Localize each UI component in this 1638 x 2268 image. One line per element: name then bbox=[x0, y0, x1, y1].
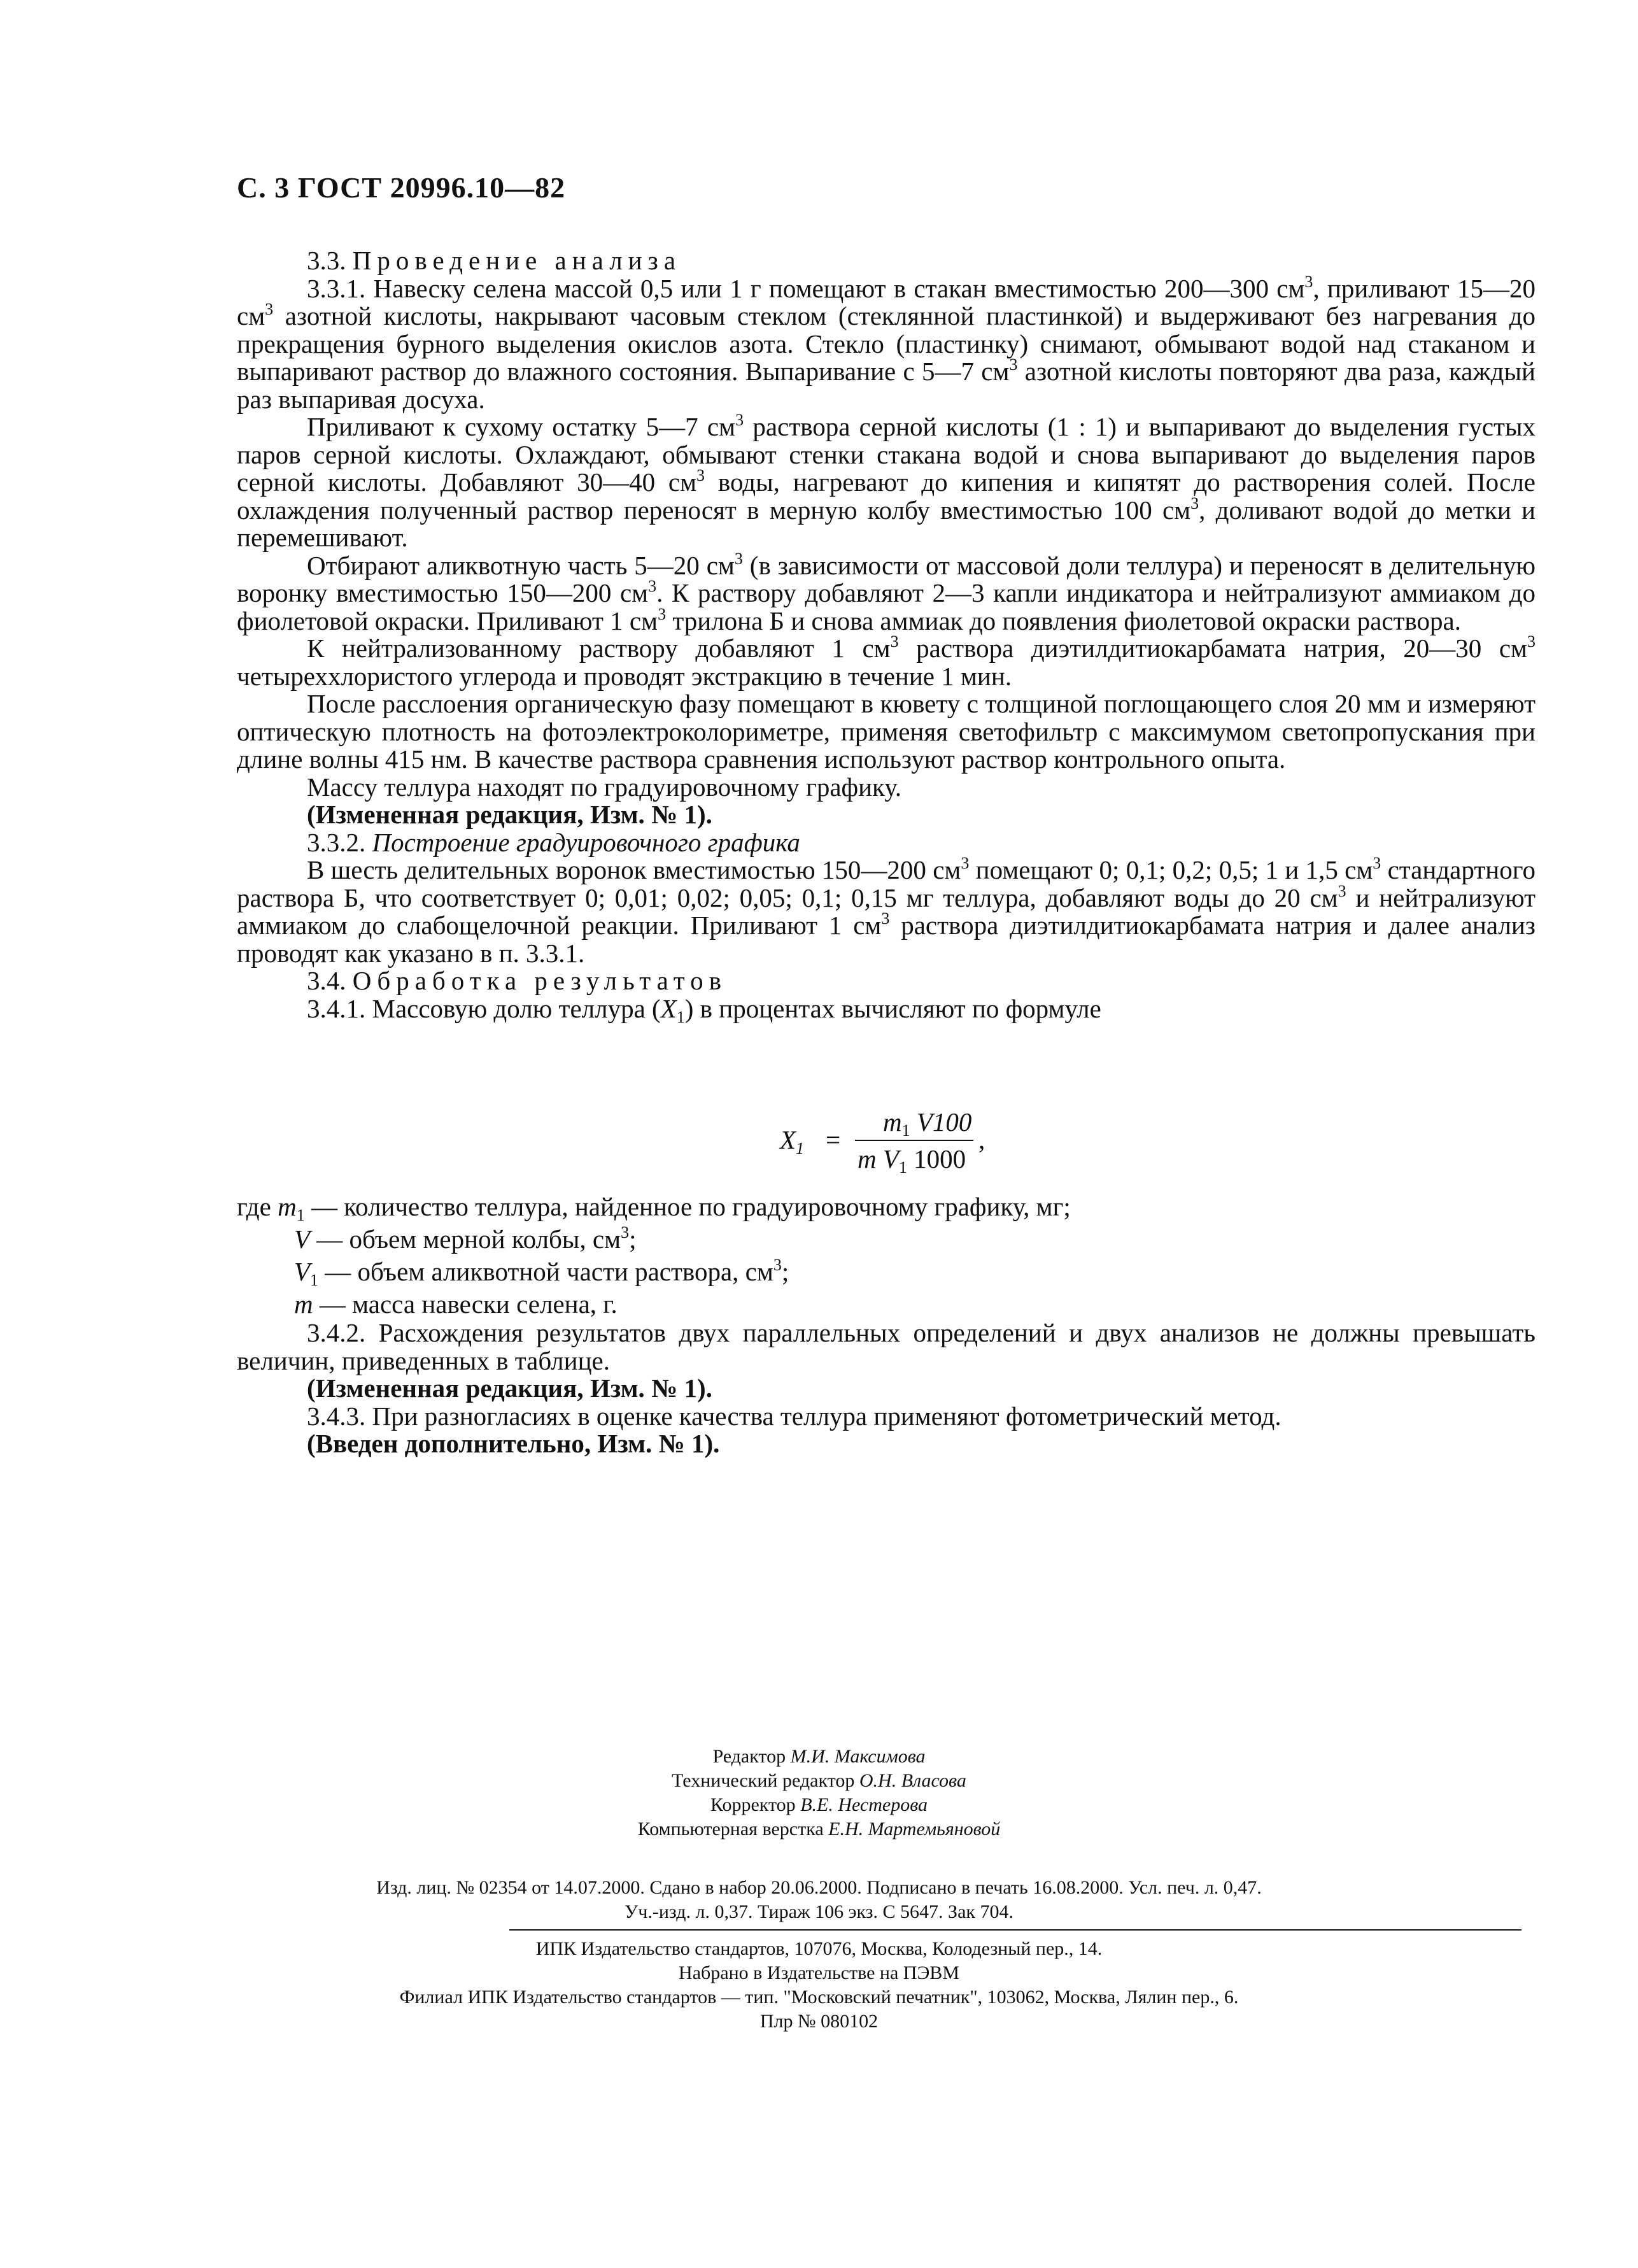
formula: $X_1$ = $m_1$ V100 m $V_1$ 1000 , bbox=[780, 1107, 985, 1177]
formula-denominator: m $V_1$ 1000 bbox=[858, 1144, 966, 1177]
divider bbox=[509, 1929, 1522, 1931]
section-heading bbox=[237, 247, 1536, 275]
subsection-title: Построение градуировочного графика bbox=[372, 827, 800, 857]
paragraph: Отбирают аликвотную часть 5—20 $см^3$ (в зависимости от массовой доли теллура) и переносят в делительную воронку вместимостью 150—200 $см^3$. К раствору добавляют 2—3 капли индикатора и нейтрализуют аммиаком до фиолетовой окраски. Приливают 1 $см^3$ трилона Б и снова аммиак до появления фиолетовой окраски раствора. bbox=[237, 549, 1536, 635]
section-title: Обработка результатов bbox=[352, 966, 728, 995]
amendment-note: (Введен дополнительно, Изм. № 1). bbox=[307, 1429, 720, 1458]
credit-tech-editor: Технический редактор О.Н. Власова bbox=[672, 1770, 966, 1791]
section-heading: 3.4. Обработка результатов bbox=[307, 966, 728, 995]
paragraph-3-4-3: 3.4.3. При разногласиях в оценке качества теллура применяют фотометрический метод. bbox=[307, 1401, 1281, 1431]
page-header: С. 3 ГОСТ 20996.10—82 bbox=[237, 171, 566, 204]
formula-legend bbox=[237, 1191, 1536, 1321]
paragraph: После расслоения органическую фазу помещают в кювету с толщиной поглощающего слоя 20 мм и измеряют оптическую плотность на фотоэлектроколориметре, применяя светофильтр с максимумом светопропускания при длине волны 415 нм. В качестве раствора сравнения используют раствор контрольного опыта. bbox=[237, 689, 1536, 774]
section-3-4-continued bbox=[237, 1319, 1536, 1458]
legend-row: где $m_1$ — количество теллура, найденное по градуировочному графику, мг; bbox=[237, 1192, 1071, 1224]
fraction-bar bbox=[855, 1140, 973, 1141]
credit-editor: Редактор М.И. Максимова bbox=[712, 1746, 926, 1767]
publisher-info: ИПК Издательство стандартов, 107076, Москва, Колодезный пер., 14. Набрано в Издательстве на ПЭВМ Филиал ИПК Издательство стандартов — тип. "Московский печатник", 103062, Москва, Лялин пер., 6. Плр № 080102 bbox=[399, 1938, 1239, 2032]
paragraph-3-4-1: 3.4.1. Массовую долю теллура $(X_1)$ в процентах вычисляют по формуле bbox=[307, 993, 1101, 1026]
legend-row: m — масса навески селена, г. bbox=[294, 1289, 618, 1319]
paragraph-3-4-2: 3.4.2. Расхождения результатов двух параллельных определений и двух анализов не должны превышать величин, приведенных в таблице. bbox=[237, 1318, 1536, 1375]
paragraph-3-3-1: 3.3.1. Навеску селена массой 0,5 или 1 г помещают в стакан вместимостью 200—300 $см^3$, приливают 15—20 $см^3$ азотной кислоты, накрывают часовым стеклом (стеклянной пластинкой) и выдерживают без нагревания до прекращения бурного выделения окислов азота. Стекло (пластинку) снимают, обмывают водой над стаканом и выпаривают раствор до влажного состояния. Выпаривание с 5—7 $см^3$ азотной кислоты повторяют два раза, каждый раз выпаривая досуха. bbox=[237, 272, 1536, 414]
section-number: 3.3. bbox=[307, 246, 346, 275]
paragraph: В шесть делительных воронок вместимостью 150—200 $см^3$ помещают 0; 0,1; 0,2; 0,5; 1 и 1,5 $см^3$ стандартного раствора Б, что соответствует 0; 0,01; 0,02; 0,05; 0,1; 0,15 мг теллура, добавляют воды до 20 $см^3$ и нейтрализуют аммиаком до слабощелочной реакции. Приливают 1 $см^3$ раствора диэтилдитиокарбамата натрия и далее анализ проводят как указано в п. 3.3.1. bbox=[237, 854, 1536, 968]
legend-row: V — объем мерной колбы, $см^3$; bbox=[294, 1223, 637, 1254]
section-3-3 bbox=[237, 246, 1536, 1026]
amendment-note: (Измененная редакция, Изм. № 1). bbox=[307, 800, 712, 829]
credit-corrector: Корректор В.Е. Нестерова bbox=[710, 1794, 928, 1815]
formula-equals: = bbox=[826, 1125, 841, 1154]
print-details: Изд. лиц. № 02354 от 14.07.2000. Сдано в набор 20.06.2000. Подписано в печать 16.08.2000. Усл. печ. л. 0,47. Уч.-изд. л. 0,37. Тираж 106 экз. С 5647. Зак 704. bbox=[376, 1877, 1262, 1922]
paragraph: Массу теллура находят по градуировочному графику. bbox=[307, 772, 902, 802]
paragraph: К нейтрализованному раствору добавляют 1 $см^3$ раствора диэтилдитиокарбамата натрия, 20—30 $см^3$ четыреххлористого углерода и проводят экстракцию в течение 1 мин. bbox=[237, 632, 1536, 691]
credit-layout: Компьютерная верстка Е.Н. Мартемьяновой bbox=[637, 1818, 1001, 1839]
amendment-note: (Измененная редакция, Изм. № 1). bbox=[307, 1373, 712, 1403]
subsection-heading: 3.3.2. Построение градуировочного графика bbox=[307, 827, 800, 857]
legend-row: $V_1$ — объем аликвотной части раствора, $см^3$; bbox=[294, 1256, 789, 1289]
paragraph: Приливают к сухому остатку 5—7 $см^3$ раствора серной кислоты (1 : 1) и выпаривают до выделения густых паров серной кислоты. Охлаждают, обмывают стенки стакана водой и снова выпаривают до выделения паров серной кислоты. Добавляют 30—40 $см^3$ воды, нагревают до кипения и кипятят до растворения солей. После охлаждения полученный раствор переносят в мерную колбу вместимостью 100 $см^3$, доливают водой до метки и перемешивают. bbox=[237, 411, 1536, 552]
formula-lhs: $X_1$ bbox=[780, 1125, 805, 1158]
formula-numerator: $m_1$ V100 bbox=[883, 1107, 972, 1140]
section-title: Проведение анализа bbox=[352, 246, 682, 275]
editorial-credits bbox=[0, 1745, 1638, 1841]
